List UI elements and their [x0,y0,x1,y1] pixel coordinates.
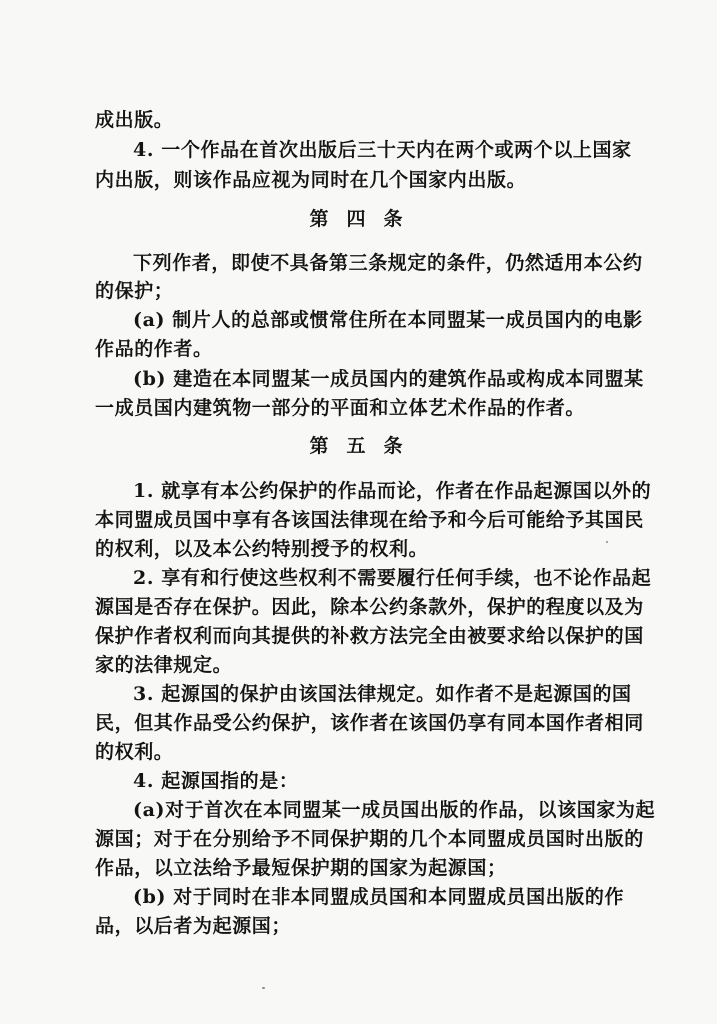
text-line: 4. 起源国指的是： [133,770,299,792]
text-line: 的权利，以及本公约特别授予的权利。 [95,538,429,560]
text-line: (a)对于首次在本同盟某一成员国出版的作品，以该国家为起 [133,799,656,821]
text-line: 2. 享有和行使这些权利不需要履行任何手续，也不论作品起 [133,567,652,589]
text-line: (a) 制片人的总部或惯常住所在本同盟某一成员国内的电影 [133,309,643,331]
text-line: 本同盟成员国中享有各该国法律现在给予和今后可能给予其国民 [95,509,644,531]
text-line: 源国是否存在保护。因此，除本公约条款外，保护的程度以及为 [95,596,644,618]
text-line: (b) 对于同时在非本同盟成员国和本同盟成员国出版的作 [133,886,625,908]
text-line: 作品的作者。 [95,338,213,360]
scan-speck [606,541,608,543]
text-line: 一成员国内建筑物一部分的平面和立体艺术作品的作者。 [95,397,586,419]
article-heading-5: 第五条 [309,435,421,457]
text-line: 3. 起源国的保护由该国法律规定。如作者不是起源国的国 [133,683,632,705]
text-line: 保护作者权利而向其提供的补救方法完全由被要求给以保护的国 [95,625,644,647]
text-line: 家的法律规定。 [95,654,233,676]
text-line: 作品，以立法给予最短保护期的国家为起源国； [95,857,507,879]
text-line: (b) 建造在本同盟某一成员国内的建筑作品或构成本同盟某 [133,368,644,390]
text-line: 成出版。 [95,109,174,131]
article-heading-4: 第四条 [309,208,421,230]
text-line: 源国；对于在分别给予不同保护期的几个本同盟成员国时出版的 [95,828,644,850]
text-line: 的保护； [95,280,174,302]
scan-speck [262,987,265,989]
text-line: 下列作者，即使不具备第三条规定的条件，仍然适用本公约 [133,252,643,274]
text-line: 品，以后者为起源国； [95,915,292,937]
text-line: 4. 一个作品在首次出版后三十天内在两个或两个以上国家 [133,139,632,161]
text-line: 民，但其作品受公约保护，该作者在该国仍享有同本国作者相同 [95,712,644,734]
text-line: 的权利。 [95,741,174,763]
text-line: 1. 就享有本公约保护的作品而论，作者在作品起源国以外的 [133,480,652,502]
text-line: 内出版，则该作品应视为同时在几个国家内出版。 [95,169,527,191]
